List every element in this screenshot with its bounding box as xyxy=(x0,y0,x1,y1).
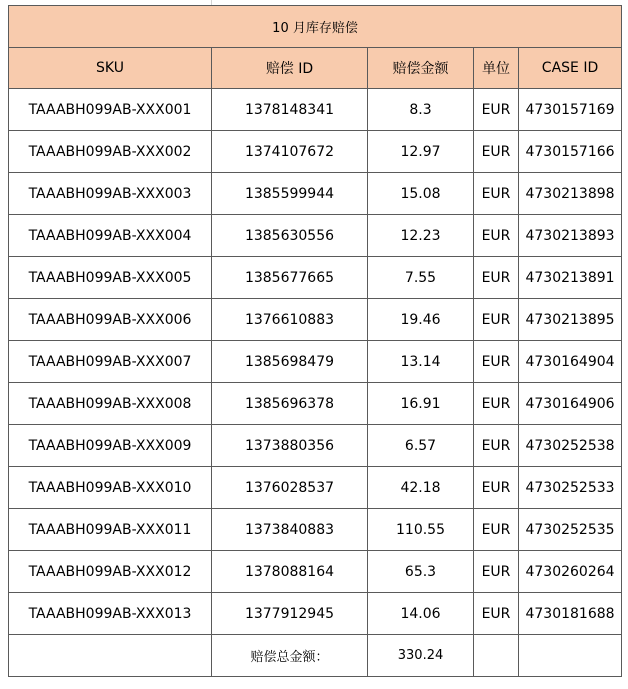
compensation-id-cell[interactable]: 1377912945 xyxy=(212,593,368,635)
table-row xyxy=(9,593,622,635)
total-empty-cell[interactable] xyxy=(474,635,519,677)
compensation-id-cell[interactable]: 1376610883 xyxy=(212,299,368,341)
compensation-id-cell[interactable]: 1385599944 xyxy=(212,173,368,215)
compensation-id-cell[interactable]: 1385677665 xyxy=(212,257,368,299)
table-row xyxy=(9,425,622,467)
unit-cell[interactable]: EUR xyxy=(474,425,519,467)
unit-cell[interactable]: EUR xyxy=(474,467,519,509)
compensation-id-cell[interactable]: 1373840883 xyxy=(212,509,368,551)
amount-cell[interactable]: 16.91 xyxy=(368,383,474,425)
unit-cell[interactable]: EUR xyxy=(474,257,519,299)
case-id-cell[interactable]: 4730213891 xyxy=(519,257,622,299)
case-id-cell[interactable]: 4730213898 xyxy=(519,173,622,215)
case-id-cell[interactable]: 4730164906 xyxy=(519,383,622,425)
amount-cell[interactable]: 7.55 xyxy=(368,257,474,299)
header-sku[interactable]: SKU xyxy=(9,48,212,89)
total-value[interactable]: 330.24 xyxy=(368,635,474,677)
unit-cell[interactable]: EUR xyxy=(474,173,519,215)
header-amount[interactable]: 赔偿金额 xyxy=(368,48,474,89)
sku-cell[interactable]: TAAABH099AB-XXX001 xyxy=(9,89,212,131)
header-row xyxy=(9,48,622,89)
table-row xyxy=(9,299,622,341)
amount-cell[interactable]: 65.3 xyxy=(368,551,474,593)
case-id-cell[interactable]: 4730181688 xyxy=(519,593,622,635)
amount-cell[interactable]: 6.57 xyxy=(368,425,474,467)
sku-cell[interactable]: TAAABH099AB-XXX011 xyxy=(9,509,212,551)
table-row xyxy=(9,467,622,509)
compensation-id-cell[interactable]: 1374107672 xyxy=(212,131,368,173)
total-label[interactable]: 赔偿总金额： xyxy=(212,635,368,677)
sku-cell[interactable]: TAAABH099AB-XXX010 xyxy=(9,467,212,509)
header-case-id[interactable]: CASE ID xyxy=(519,48,622,89)
sku-cell[interactable]: TAAABH099AB-XXX008 xyxy=(9,383,212,425)
table-row xyxy=(9,89,622,131)
compensation-id-cell[interactable]: 1378088164 xyxy=(212,551,368,593)
table-title-row xyxy=(9,6,622,48)
table-row xyxy=(9,551,622,593)
sku-cell[interactable]: TAAABH099AB-XXX004 xyxy=(9,215,212,257)
amount-cell[interactable]: 19.46 xyxy=(368,299,474,341)
table-row xyxy=(9,131,622,173)
case-id-cell[interactable]: 4730260264 xyxy=(519,551,622,593)
compensation-id-cell[interactable]: 1376028537 xyxy=(212,467,368,509)
case-id-cell[interactable]: 4730213893 xyxy=(519,215,622,257)
case-id-cell[interactable]: 4730164904 xyxy=(519,341,622,383)
header-compensation-id[interactable]: 赔偿 ID xyxy=(212,48,368,89)
amount-cell[interactable]: 8.3 xyxy=(368,89,474,131)
unit-cell[interactable]: EUR xyxy=(474,341,519,383)
unit-cell[interactable]: EUR xyxy=(474,299,519,341)
sku-cell[interactable]: TAAABH099AB-XXX012 xyxy=(9,551,212,593)
total-empty-cell[interactable] xyxy=(9,635,212,677)
sku-cell[interactable]: TAAABH099AB-XXX006 xyxy=(9,299,212,341)
table-row xyxy=(9,173,622,215)
sku-cell[interactable]: TAAABH099AB-XXX009 xyxy=(9,425,212,467)
case-id-cell[interactable]: 4730252535 xyxy=(519,509,622,551)
sku-cell[interactable]: TAAABH099AB-XXX007 xyxy=(9,341,212,383)
unit-cell[interactable]: EUR xyxy=(474,131,519,173)
table-row xyxy=(9,383,622,425)
amount-cell[interactable]: 12.23 xyxy=(368,215,474,257)
unit-cell[interactable]: EUR xyxy=(474,593,519,635)
compensation-id-cell[interactable]: 1378148341 xyxy=(212,89,368,131)
compensation-id-cell[interactable]: 1373880356 xyxy=(212,425,368,467)
amount-cell[interactable]: 110.55 xyxy=(368,509,474,551)
compensation-id-cell[interactable]: 1385630556 xyxy=(212,215,368,257)
sku-cell[interactable]: TAAABH099AB-XXX002 xyxy=(9,131,212,173)
table-row xyxy=(9,341,622,383)
unit-cell[interactable]: EUR xyxy=(474,215,519,257)
unit-cell[interactable]: EUR xyxy=(474,509,519,551)
amount-cell[interactable]: 12.97 xyxy=(368,131,474,173)
case-id-cell[interactable]: 4730252538 xyxy=(519,425,622,467)
amount-cell[interactable]: 42.18 xyxy=(368,467,474,509)
table-title[interactable]: 10 月库存赔偿 xyxy=(9,6,622,48)
amount-cell[interactable]: 14.06 xyxy=(368,593,474,635)
case-id-cell[interactable]: 4730213895 xyxy=(519,299,622,341)
compensation-table xyxy=(8,5,622,677)
amount-cell[interactable]: 13.14 xyxy=(368,341,474,383)
case-id-cell[interactable]: 4730157169 xyxy=(519,89,622,131)
compensation-id-cell[interactable]: 1385698479 xyxy=(212,341,368,383)
total-empty-cell[interactable] xyxy=(519,635,622,677)
table-row xyxy=(9,257,622,299)
spreadsheet-region xyxy=(8,0,621,677)
header-unit[interactable]: 单位 xyxy=(474,48,519,89)
amount-cell[interactable]: 15.08 xyxy=(368,173,474,215)
sku-cell[interactable]: TAAABH099AB-XXX003 xyxy=(9,173,212,215)
case-id-cell[interactable]: 4730157166 xyxy=(519,131,622,173)
compensation-id-cell[interactable]: 1385696378 xyxy=(212,383,368,425)
table-row xyxy=(9,215,622,257)
case-id-cell[interactable]: 4730252533 xyxy=(519,467,622,509)
sku-cell[interactable]: TAAABH099AB-XXX005 xyxy=(9,257,212,299)
table-row xyxy=(9,509,622,551)
sku-cell[interactable]: TAAABH099AB-XXX013 xyxy=(9,593,212,635)
unit-cell[interactable]: EUR xyxy=(474,551,519,593)
total-row xyxy=(9,635,622,677)
unit-cell[interactable]: EUR xyxy=(474,89,519,131)
unit-cell[interactable]: EUR xyxy=(474,383,519,425)
